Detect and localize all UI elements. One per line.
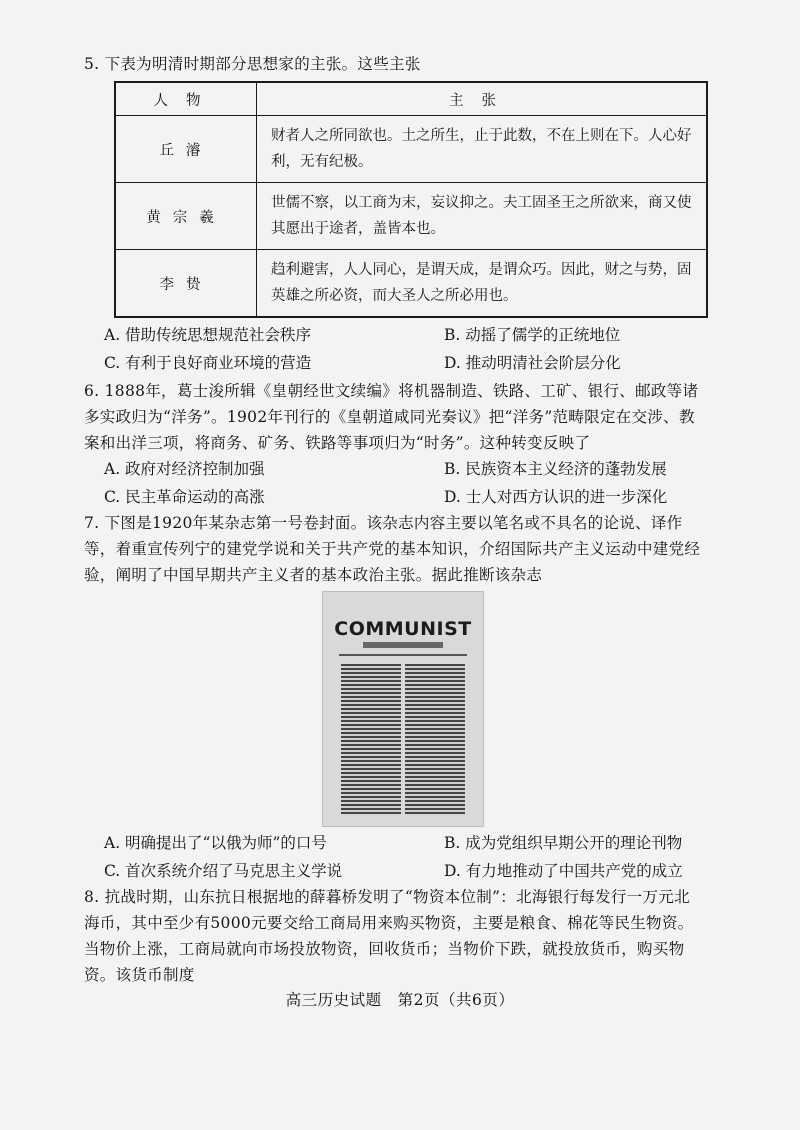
magazine-title: COMMUNIST bbox=[334, 618, 472, 640]
question-7-stem: 7. 下图是1920年某杂志第一号卷封面。该杂志内容主要以笔名或不具名的论说、译作等，着重宣传列宁的建党学说和关于共产党的基本知识，介绍国际共产主义运动中建党经验，阐明了中国早期共产主义者的基本政治主张。据此推断该杂志 bbox=[84, 514, 701, 584]
option-b[interactable]: B. 民族资本主义经济的蓬勃发展 bbox=[444, 460, 667, 478]
table-header-row bbox=[115, 82, 707, 116]
header-person: 人物 bbox=[115, 82, 257, 116]
page-footer: 高三历史试题 第2页（共6页） bbox=[285, 991, 515, 1009]
question-8-stem: 8. 抗战时期，山东抗日根据地的薛暮桥发明了“物资本位制”：北海银行每发行一万元北海币，其中至少有5000元要交给工商局用来购买物资，主要是粮食、棉花等民生物资。当物价上涨，工商局就向市场投放物资，回收货币；当物价下跌，就投放货币，购买物资。该货币制度 bbox=[84, 888, 694, 984]
question-5-stem: 5. 下表为明清时期部分思想家的主张。这些主张 bbox=[84, 55, 421, 73]
option-a[interactable]: A. 政府对经济控制加强 bbox=[104, 460, 265, 478]
table-row bbox=[115, 183, 707, 250]
table-row bbox=[115, 250, 707, 318]
option-a[interactable]: A. 借助传统思想规范社会秩序 bbox=[104, 326, 312, 344]
magazine-cover-image bbox=[322, 591, 484, 827]
option-d[interactable]: D. 推动明清社会阶层分化 bbox=[444, 354, 621, 372]
cover-subtitle-bar bbox=[363, 642, 443, 648]
question-6-stem: 6. 1888年，葛士浚所辑《皇朝经世文续编》将机器制造、铁路、工矿、银行、邮政等诸多实政归为“洋务”。1902年刊行的《皇朝道咸同光奏议》把“洋务”范畴限定在交涉、教案和出洋三项，将商务、矿务、铁路等事项归为“时务”。这种转变反映了 bbox=[84, 382, 699, 452]
thinkers-table bbox=[114, 81, 708, 318]
option-c[interactable]: C. 民主革命运动的高涨 bbox=[104, 488, 265, 506]
claim-cell: 世儒不察，以工商为末，妄议抑之。夫工固圣王之所欲来，商又使其愿出于途者，盖皆本也。 bbox=[257, 183, 708, 250]
table-row bbox=[115, 116, 707, 183]
option-b[interactable]: B. 动摇了儒学的正统地位 bbox=[444, 326, 621, 344]
person-cell: 黄宗羲 bbox=[115, 183, 257, 250]
option-d[interactable]: D. 士人对西方认识的进一步深化 bbox=[444, 488, 668, 506]
claim-cell: 财者人之所同欲也。土之所生，止于此数，不在上则在下。人心好利，无有纪极。 bbox=[257, 116, 708, 183]
option-d[interactable]: D. 有力地推动了中国共产党的成立 bbox=[444, 862, 683, 880]
person-cell: 李贽 bbox=[115, 250, 257, 318]
header-claim: 主张 bbox=[257, 82, 708, 116]
option-b[interactable]: B. 成为党组织早期公开的理论刊物 bbox=[444, 834, 683, 852]
option-c[interactable]: C. 首次系统介绍了马克思主义学说 bbox=[104, 862, 343, 880]
option-c[interactable]: C. 有利于良好商业环境的营造 bbox=[104, 354, 312, 372]
option-a[interactable]: A. 明确提出了“以俄为师”的口号 bbox=[104, 834, 327, 852]
cover-rule bbox=[339, 654, 467, 656]
claim-cell: 趋利避害，人人同心，是谓天成，是谓众巧。因此，财之与势，固英雄之所必资，而大圣人之所必用也。 bbox=[257, 250, 708, 318]
person-cell: 丘濬 bbox=[115, 116, 257, 183]
cover-column-gap bbox=[401, 664, 405, 814]
